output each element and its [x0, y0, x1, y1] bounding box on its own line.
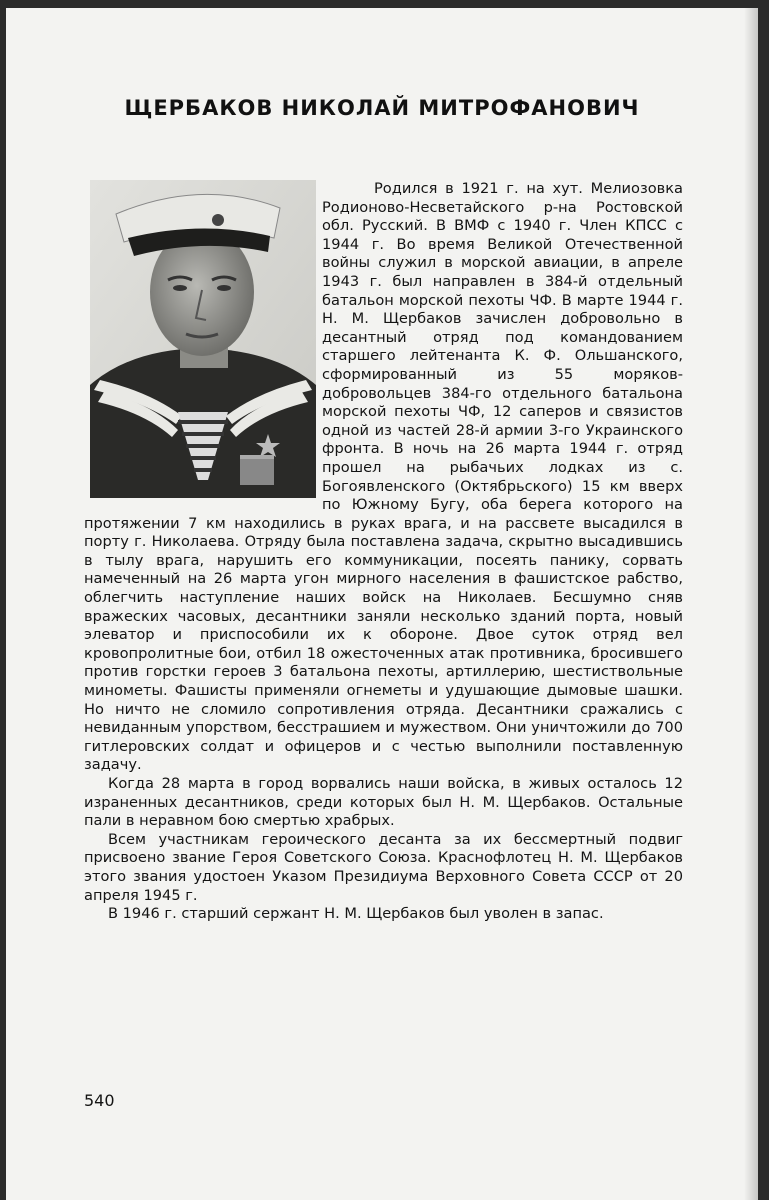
paragraph-3: Всем участникам героического десанта за их бессмертный подвиг присвоено звание Героя Советского Союза. Краснофлотец Н. М. Щербаков этого звания удостоен Указом Президиума Верховного Совета СССР от 20 апреля 1945 г. — [84, 830, 683, 904]
page-number: 540 — [84, 1091, 115, 1110]
page-title: ЩЕРБАКОВ НИКОЛАЙ МИТРОФАНОВИЧ — [124, 96, 640, 120]
paragraph-4: В 1946 г. старший сержант Н. М. Щербаков был уволен в запас. — [108, 905, 604, 923]
page-edge-shadow — [744, 8, 758, 1200]
book-page — [6, 8, 758, 1200]
photo-float-spacer — [84, 180, 322, 510]
paragraph-2: Когда 28 марта в город ворвались наши войска, в живых осталось 12 израненных десантников, среди которых был Н. М. Щербаков. Остальные пали в неравном бою смертью храбрых. — [84, 775, 683, 830]
biography-text — [84, 180, 683, 924]
paragraph-1: Родился в 1921 г. на хут. Мелиозовка Родионово-Несветайского р-на Ростовской обл. Русский. В ВМФ с 1940 г. Член КПСС с 1944 г. Во время Великой Отечественной войны служил в морской авиации, в апреле 1943 г. был направлен в 384-й отдельный батальон морской пехоты ЧФ. В марте 1944 г. Н. М. Щербаков зачислен добровольно в десантный отряд под командованием старшего лейтенанта К. Ф. Ольшанского, сформированный из 55 моряков-добровольцев 384-го отдельного батальона морской пехоты ЧФ, 12 саперов и связистов одной из частей 28-й армии 3-го Украинского фронта. В ночь на 26 марта 1944 г. отряд прошел на рыбачьих лодках из с. Богоявленского (Октябрьского) 15 км вверх по Южному Бугу, оба берега которого на протяжении 7 км находились в руках врага, и на рассвете высадился в порту г. Николаева. Отряду была поставлена задача, скрытно высадившись в тылу врага, нарушить его коммуникации, посеять панику, сорвать намеченный на 26 марта угон мирного населения в фашистское рабство, облегчить наступление наших войск на Николаев. Бесшумно сняв вражеских часовых, десантники заняли несколько зданий порта, новый элеватор и приспособили их к обороне. Двое суток отряд вел кровопролитные бои, отбил 18 ожесточенных атак противника, бросившего против горстки героев 3 батальона пехоты, артиллерию, шестиствольные минометы. Фашисты применяли огнеметы и удушающие дымовые шашки. Но ничто не сломило сопротивления отряда. Десантники сражались с невиданным упорством, бесстрашием и мужеством. Они уничтожили до 700 гитлеровских солдат и офицеров и с честью выполнили поставленную задачу. — [84, 180, 683, 774]
